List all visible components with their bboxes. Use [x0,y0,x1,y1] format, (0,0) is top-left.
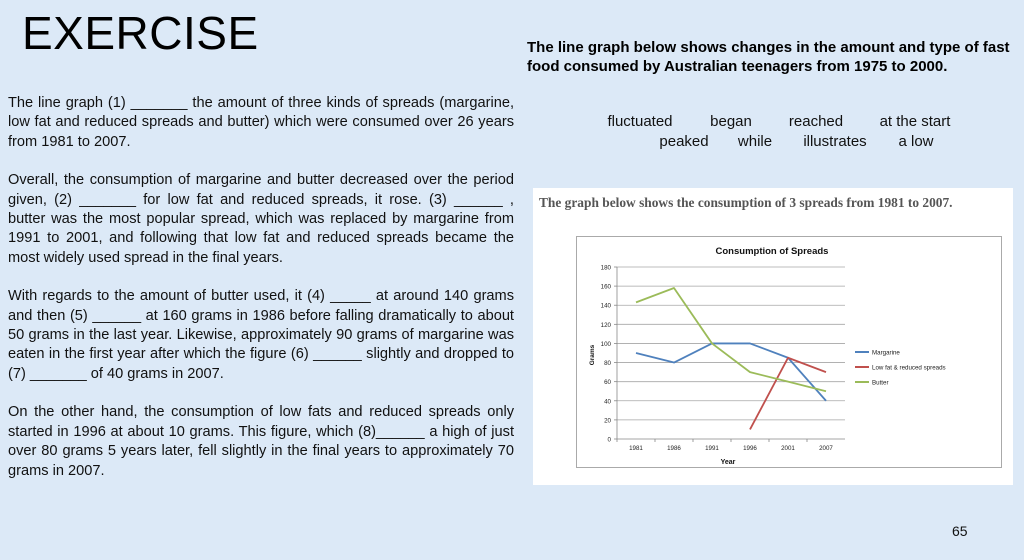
word-bank-row-2 [560,132,990,152]
passage-paragraph-4: On the other hand, the consumption of low fats and reduced spreads only started in 1996 at about 10 grams. This figure, which (8)______ a high of just over 80 grams 5 years later, fell slightly in the final years to approximately 70 grams in 2007. [8,404,514,479]
y-tick-label: 100 [600,340,611,348]
word-fluctuated: fluctuated [607,113,673,130]
y-tick-label: 140 [600,302,611,310]
x-tick-label: 1986 [667,445,681,452]
gap-fill-passage [8,94,514,500]
chart-y-axis-label: Grams [589,344,596,366]
spreads-line-chart [577,237,1001,467]
chart-legend [855,349,946,386]
passage-paragraph-3: With regards to the amount of butter used, it (4) _____ at around 140 grams and then (5) ______ at 160 grams in 1986 before falling dramatically to about 50 grams in the last year. Likewise, approximately 90 grams of margarine was eaten in the first year after which the figure (6) ______ slightly and dropped to (7) _______ of 40 grams in 2007. [8,288,514,382]
series-line-margarine [636,343,826,400]
word-bank-row-1 [560,112,990,132]
passage-paragraph-2: Overall, the consumption of margarine and butter decreased over the period given, (2) _______ for low fat and reduced spreads, it rose. (3) ______ , butter was the most popular spread, which was replaced by margarine from 1991 to 2001, and following that low fat and reduced spreads became the most widely used spread in the final years. [8,172,514,266]
chart-panel [533,188,1013,485]
legend-label-margarine: Margarine [872,349,900,357]
chart-x-axis-label: Year [720,459,736,466]
x-tick-label: 2001 [781,445,795,452]
legend-label-butter: Butter [872,379,889,387]
y-tick-label: 20 [604,417,611,425]
chart-frame [576,236,1002,468]
word-bank [560,112,990,152]
word-a-low: a low [898,133,934,150]
x-tick-label: 1996 [743,445,757,452]
y-tick-label: 160 [600,283,611,291]
word-began: began [710,113,752,130]
slide-title: EXERCISE [22,7,259,59]
y-tick-label: 120 [600,321,611,329]
word-while: while [737,133,773,150]
y-tick-label: 180 [600,264,611,272]
chart-axes [601,265,845,453]
word-at-the-start: at the start [879,113,951,130]
page-number: 65 [952,523,968,539]
legend-label-low-fat-reduced-spreads: Low fat & reduced spreads [872,364,946,372]
chart-series [636,288,826,429]
word-illustrates: illustrates [803,133,867,150]
series-line-low-fat-reduced-spreads [750,358,826,430]
y-tick-label: 60 [604,379,611,387]
x-tick-label: 1991 [705,445,719,452]
chart-caption: The graph below shows the consumption of 3 spreads from 1981 to 2007. [539,195,953,210]
y-tick-label: 0 [607,436,611,444]
word-reached: reached [788,113,844,130]
chart-title: Consumption of Spreads [715,246,829,257]
word-peaked: peaked [659,133,709,150]
x-tick-label: 1981 [629,445,643,452]
x-tick-label: 2007 [819,445,833,452]
y-tick-label: 80 [604,360,611,368]
series-line-butter [636,288,826,391]
y-tick-label: 40 [604,398,611,406]
task-instruction: The line graph below shows changes in the amount and type of fast food consumed by Australian teenagers from 1975 to 2000. [527,39,1010,75]
passage-paragraph-1: The line graph (1) _______ the amount of three kinds of spreads (margarine, low fat and reduced spreads and butter) which were consumed over 26 years from 1981 to 2007. [8,95,514,150]
